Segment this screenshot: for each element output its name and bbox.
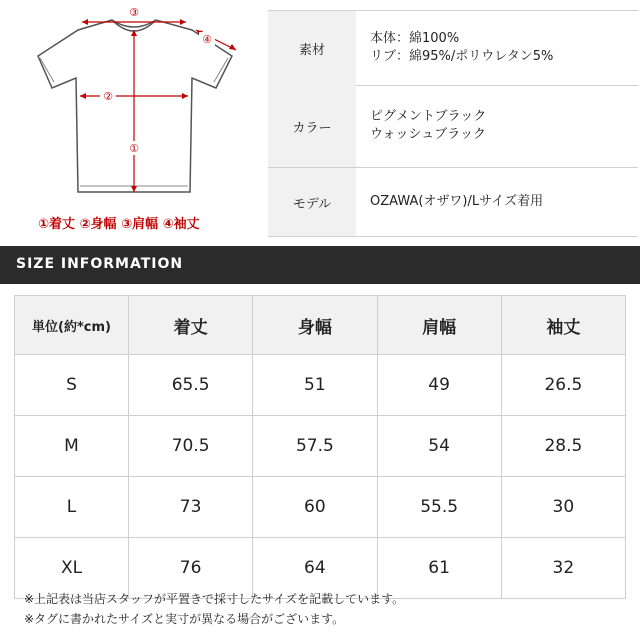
value-cell: 61	[377, 538, 501, 599]
spec-label: カラー	[268, 85, 356, 167]
size-information-bar	[0, 246, 640, 284]
table-row	[15, 355, 626, 416]
spec-label: モデル	[268, 168, 356, 236]
table-row	[15, 416, 626, 477]
header-unit: 単位(約*cm)	[15, 296, 129, 355]
value-cell: 65.5	[129, 355, 253, 416]
value-cell: 55.5	[377, 477, 501, 538]
measurement-legend: ①着丈 ②身幅 ③肩幅 ④袖丈	[38, 217, 200, 232]
spec-label: 素材	[268, 11, 356, 85]
header-sleeve: 袖丈	[501, 296, 625, 355]
marker-2: ②	[103, 90, 113, 103]
size-information-title: SIZE INFORMATION	[16, 256, 184, 272]
spec-row-material	[268, 10, 638, 86]
spec-row-color	[268, 85, 638, 168]
spec-value	[356, 11, 638, 85]
value-cell: 28.5	[501, 416, 625, 477]
value-cell: 49	[377, 355, 501, 416]
value-cell: 76	[129, 538, 253, 599]
spec-line: ウォッシュブラック	[370, 127, 486, 142]
marker-3: ③	[129, 6, 139, 19]
value-cell: 30	[501, 477, 625, 538]
header-shoulder: 肩幅	[377, 296, 501, 355]
marker-1: ①	[129, 142, 139, 155]
marker-4: ④	[202, 33, 212, 46]
value-cell: 57.5	[253, 416, 377, 477]
value-cell: 70.5	[129, 416, 253, 477]
value-cell: 26.5	[501, 355, 625, 416]
spec-value	[356, 168, 638, 236]
value-cell: 32	[501, 538, 625, 599]
size-cell: S	[15, 355, 129, 416]
note-line: ※上記表は当店スタッフが平置きで採寸したサイズを記載しています。	[24, 592, 405, 606]
header-length: 着丈	[129, 296, 253, 355]
spec-line: ピグメントブラック	[370, 109, 487, 124]
size-table-header	[15, 296, 626, 355]
spec-line: リブ：綿95%/ポリウレタン5%	[370, 49, 554, 64]
spec-row-model	[268, 168, 638, 237]
header-width: 身幅	[253, 296, 377, 355]
size-table	[14, 295, 626, 599]
measurement-notes	[24, 589, 404, 629]
spec-line: OZAWA(オザワ)/Lサイズ着用	[370, 194, 544, 209]
measurement-diagram	[0, 0, 262, 240]
size-cell: L	[15, 477, 129, 538]
table-row	[15, 477, 626, 538]
value-cell: 60	[253, 477, 377, 538]
size-cell: M	[15, 416, 129, 477]
size-cell: XL	[15, 538, 129, 599]
spec-line: 本体：綿100%	[370, 31, 460, 46]
tshirt-illustration	[0, 0, 262, 210]
value-cell: 51	[253, 355, 377, 416]
value-cell: 73	[129, 477, 253, 538]
value-cell: 54	[377, 416, 501, 477]
spec-value	[356, 85, 638, 167]
note-line: ※タグに書かれたサイズと実寸が異なる場合がございます。	[24, 612, 345, 626]
value-cell: 64	[253, 538, 377, 599]
